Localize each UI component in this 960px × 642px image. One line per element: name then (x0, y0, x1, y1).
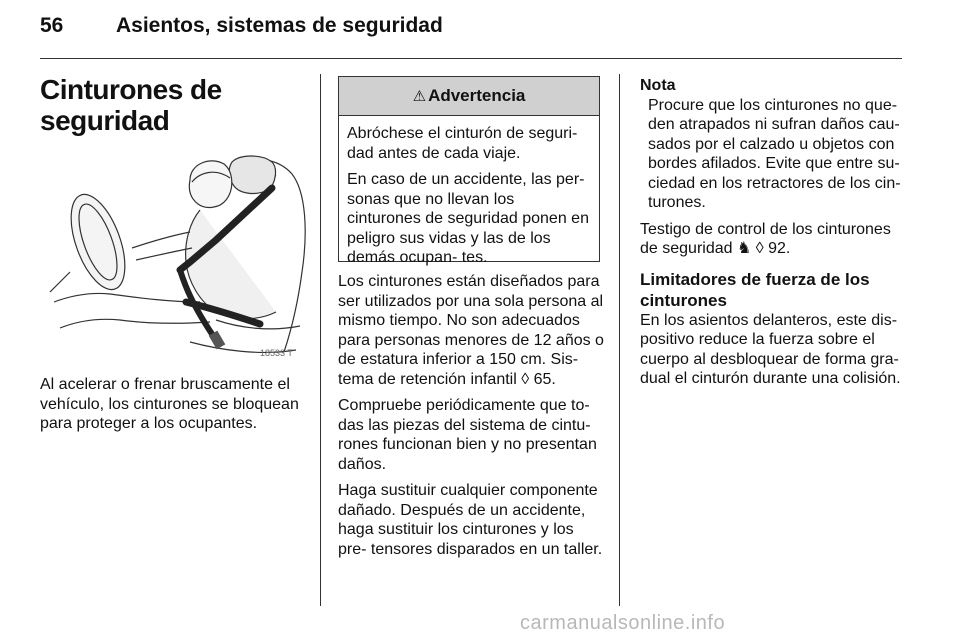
note-text: Procure que los cinturones no que- den atrapados ni sufran daños cau- sados por el calzado u objetos con bordes afilados. Evite que entre su- ciedad en los retractores de los cin- turones. (648, 96, 901, 211)
warning-title: Advertencia (428, 86, 526, 105)
indicator-page-ref: 92. (768, 240, 791, 257)
col2-p1-text: Los cinturones están diseñados para ser utilizados por una sola persona al mismo tiempo. No son adecuados para personas menores de 12 años o de estatura inferior a 150 cm. Sis- tema de retención infantil (338, 273, 604, 388)
column-divider-1 (320, 74, 321, 606)
page-ref: 65. (533, 370, 556, 388)
col3-text (640, 76, 902, 396)
note-title: Nota (640, 77, 676, 94)
page-ref-arrow-icon: ◊ (521, 370, 530, 388)
figure-label: 18533 T (260, 348, 293, 358)
warning-header (339, 77, 599, 116)
col2-paragraph-3: Haga sustituir cualquier componente dañado. Después de un accidente, haga sustituir los cinturones y los pre- tensores disparados en un taller. (338, 482, 603, 558)
col2-paragraph-1 (338, 272, 604, 389)
page-ref-arrow-icon: ◊ (755, 240, 764, 257)
subsection-heading: Limitadores de fuerza de los cinturones (640, 269, 870, 310)
section-heading: Cinturones de seguridad (40, 74, 222, 136)
warning-body (339, 116, 599, 268)
seatbelt-illustration (40, 152, 312, 362)
page-number: 56 (40, 14, 64, 37)
warning-text-1: Abróchese el cinturón de seguri- dad antes de cada viaje. (347, 125, 578, 162)
page-header-title: Asientos, sistemas de seguridad (116, 14, 443, 37)
seatbelt-icon: ♞ (736, 240, 752, 257)
col2-paragraph-2: Compruebe periódicamente que to- das las piezas del sistema de cintu- rones funcionan bien y no presentan daños. (338, 397, 597, 473)
subsection-paragraph: En los asientos delanteros, este dis- positivo reduce la fuerza sobre el cuerpo al desbloquear de forma gra- dual el cinturón durante una colisión. (640, 311, 901, 387)
col2-text (338, 272, 604, 566)
header-rule (40, 58, 902, 59)
indicator-text: Testigo de control de los cinturones de seguridad (640, 220, 891, 257)
warning-triangle-icon: ⚠ (412, 88, 427, 105)
warning-box (338, 76, 600, 266)
warning-text-2: En caso de un accidente, las per- sonas que no llevan los cinturones de seguridad ponen en peligro sus vidas y las de los demás ocupan- tes. (347, 171, 589, 266)
column-divider-2 (619, 74, 620, 606)
watermark: carmanualsonline.info (520, 612, 726, 634)
indicator-paragraph (640, 220, 902, 259)
intro-paragraph (40, 375, 312, 441)
intro-text: Al acelerar o frenar bruscamente el vehículo, los cinturones se bloquean para proteger a los ocupantes. (40, 376, 299, 432)
